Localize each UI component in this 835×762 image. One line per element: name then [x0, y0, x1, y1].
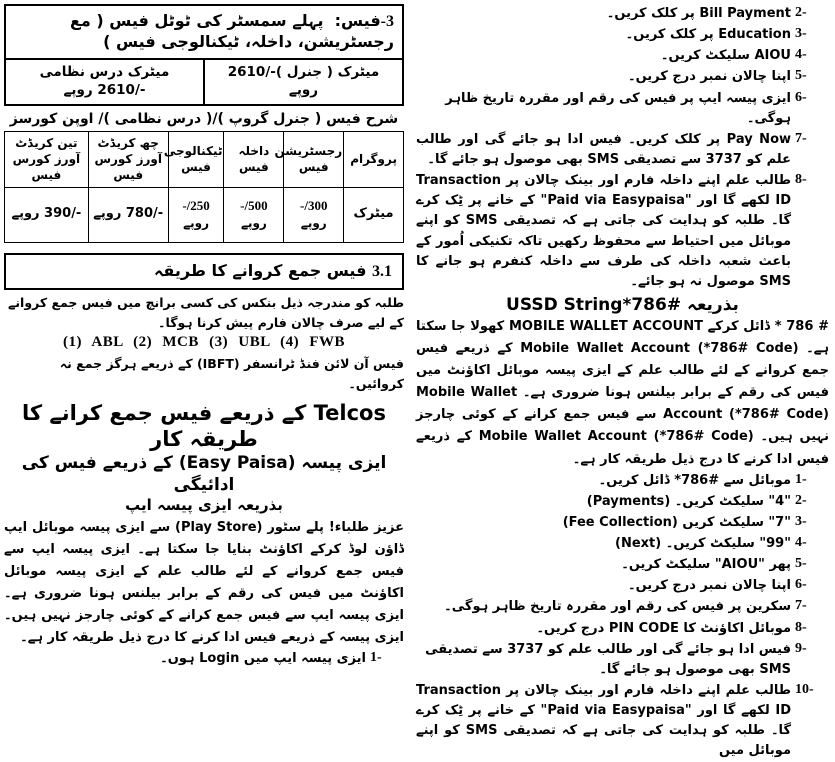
fee-header-number: 3- — [380, 13, 394, 30]
list-item — [416, 513, 829, 533]
step-index: 4- — [795, 535, 807, 551]
step-text: ایزی پیسہ ایپ پر فیس کی رقم اور مقررہ تاریخ ظاہر ہوگی۔ — [445, 90, 791, 126]
ibft-note: فیس آن لائن فنڈ ٹرانسفر (IBFT) کے ذریعے ہرگز جمع نہ کروائیں۔ — [59, 355, 404, 391]
step-index: 1- — [370, 650, 382, 666]
step-index: 3- — [795, 26, 807, 42]
fee-table-header-row — [5, 132, 404, 188]
step-text: پھر "AIOU" سلیکٹ کریں۔ — [621, 557, 791, 573]
cell-program: میٹرک — [344, 187, 404, 242]
fee-amount-darsnizami: میٹرک درس نظامی -/2610 روپے — [6, 60, 205, 104]
easypaisa-paragraph: عزیز طلباء! پلے سٹور (Play Store) سے ایزی پیسہ موبائل ایپ ڈاؤن لوڈ کرکے اکاؤنٹ بنایا جا سکتا ہے۔ ایزی پیسہ ایپ سے فیس جمع کروانے کے لئے طالب علم کے ایزی پیسہ موبائل اکاؤنٹ میں فیس کی رقم کے برابر بیلنس ہونا ضروری ہے۔ ایزی پیسہ ایپ سے فیس جمع کرانے کے کوئی چارجز نہیں ہیں۔ ایزی پیسہ کے ذریعے فیس ادا کرنے کا درج ذیل طریقہ کار ہے۔ — [4, 519, 405, 646]
registration-unit: روپے — [300, 216, 327, 231]
step-text: "7" سلیکٹ کریں (Fee Collection) — [562, 514, 791, 530]
right-column — [0, 0, 410, 667]
step-index: 1- — [795, 471, 807, 487]
step-index: 7- — [795, 130, 807, 146]
col-six-credit-fee: چھ کریڈٹ آورز کورس فیس — [88, 132, 168, 188]
admission-unit: روپے — [240, 216, 267, 231]
col-registration-fee: رجسٹریشن فیس — [284, 132, 344, 188]
step-index: 9- — [795, 640, 807, 656]
list-item — [416, 619, 829, 639]
list-item — [416, 89, 829, 129]
left-column — [410, 0, 835, 759]
cell-registration-fee — [284, 187, 344, 242]
fee-header-label: فیس: — [334, 11, 381, 30]
step-text: اپنا چالان نمبر درج کریں۔ — [627, 69, 791, 85]
list-item — [416, 681, 829, 762]
fee-header-box — [4, 4, 404, 60]
list-item — [416, 67, 829, 87]
method-header-text: فیس جمع کروانے کا طریقہ — [154, 260, 367, 280]
list-item — [416, 25, 829, 45]
fee-table — [4, 131, 404, 243]
step-index: 3- — [795, 513, 807, 529]
step-index: 8- — [795, 619, 807, 635]
list-item — [416, 4, 829, 24]
step-text: "4" سلیکٹ کریں۔ (Payments) — [586, 493, 791, 509]
registration-amount: 300/- — [300, 197, 328, 213]
cell-six-credit-fee: -/780 روپے — [88, 187, 168, 242]
list-item — [416, 640, 829, 680]
technology-amount: 250/- — [182, 197, 210, 213]
fee-header-text: پہلے سمسٹر کی ٹوٹل فیس ( مع رجسٹریشن، داخلہ، ٹیکنالوجی فیس ) — [69, 11, 394, 51]
method-paragraph: طلبہ کو مندرجہ ذیل بنکس کی کسی برانچ میں فیس جمع کروانے کے لیے صرف چالان فارم پیش کرنا ہوگا۔ — [8, 294, 404, 330]
step-text: اپنا چالان نمبر درج کریں۔ — [627, 578, 791, 594]
telcos-heading: Telcos کے ذریعے فیس جمع کرانے کا طریقہ کار — [22, 400, 386, 451]
step-index: 5- — [795, 68, 807, 84]
step-text: سکرین پر فیس کی رقم اور مقررہ تاریخ ظاہر ہوگی۔ — [444, 599, 791, 615]
ussd-paragraph: # 786 * ڈائل کرکے MOBILE WALLET ACCOUNT کھولا جا سکتا ہے۔ Mobile Wallet Account (*786# Code) کے ذریعے فیس جمع کروانے کے لئے طالب علم کے ایزی پیسہ موبائل اکاؤنٹ میں فیس کی رقم کے برابر بیلنس ہونا ضروری ہے۔ Mobile Wallet Account (*786# Code) سے فیس جمع کرانے کے کوئی چارجز نہیں ہیں۔ Mobile Wallet Account (*786# Code) کے ذریعے فیس ادا کرنے کا درج ذیل طریقہ کار ہے۔ — [416, 318, 829, 467]
step-text: طالب علم اپنے داخلہ فارم اور بینک چالان پر Transaction ID لکھے گا اور "Paid via Easypaisa" کے خانے پر ٹِک کرے گا۔ طلبہ کو ہدایت کی جاتی ہے کہ تصدیقی SMS کو اپنے موبائل میں — [416, 683, 792, 759]
col-admission-fee: داخلہ فیس — [224, 132, 284, 188]
col-program: پروگرام — [344, 132, 404, 188]
col-technology-fee: ٹیکنالوجی فیس — [168, 132, 224, 188]
list-item — [416, 534, 829, 554]
list-item — [416, 597, 829, 617]
app-steps-list — [416, 4, 829, 292]
step-text: "99" سلیکٹ کریں۔ (Next) — [615, 536, 791, 552]
method-header-number: 3.1 — [372, 262, 392, 280]
step-index: 6- — [795, 577, 807, 593]
banks-list: (1) ABL (2) MCB (3) UBL (4) FWB — [62, 333, 346, 350]
step-text: فیس ادا ہو جائے گی اور طالب علم کو 3737 سے تصدیقی SMS بھی موصول ہو جائے گا۔ — [425, 641, 791, 677]
admission-amount: 500/- — [240, 197, 268, 213]
step-text: Education پر کلک کریں۔ — [625, 27, 791, 43]
list-item — [416, 471, 829, 491]
fee-amount-general: میٹرک ( جنرل )-/2610 روپے — [227, 64, 380, 98]
ussd-steps-list — [416, 471, 829, 762]
cell-admission-fee — [224, 187, 284, 242]
easypaisa-heading: ایزی پیسہ (Easy Paisa) کے ذریعے فیس کی ادائیگی — [21, 453, 387, 496]
list-item — [4, 649, 404, 669]
cell-three-credit-fee: -/390 روپے — [5, 187, 89, 242]
table-row — [5, 187, 404, 242]
step-index: 6- — [795, 89, 807, 105]
step-text: Bill Payment پر کلک کریں۔ — [606, 6, 791, 21]
list-item — [416, 492, 829, 512]
step-index: 2- — [795, 492, 807, 508]
easypaisa-app-heading: بذریعہ ایزی پیسہ ایپ — [125, 496, 283, 515]
step-index: 7- — [795, 598, 807, 614]
fee-amount-row — [4, 60, 404, 106]
step-text: موبائل اکاؤنٹ کا PIN CODE درج کریں۔ — [536, 620, 791, 636]
step-index: 8- — [795, 172, 807, 188]
col-three-credit-fee: تین کریڈٹ آورز کورس فیس — [5, 132, 89, 188]
list-item — [416, 555, 829, 575]
list-item — [416, 576, 829, 596]
step-index: 2- — [795, 5, 807, 20]
easypaisa-steps-list — [4, 649, 404, 669]
list-item — [416, 130, 829, 170]
step-text: AIOU سلیکٹ کریں۔ — [660, 48, 791, 64]
rate-caption: شرح فیس ( جنرل گروپ )/( درس نظامی )/ اوپن کورسز — [9, 111, 399, 128]
list-item — [416, 171, 829, 292]
method-header-box — [4, 253, 404, 290]
ussd-heading: بذریعہ USSD String*786# — [506, 294, 739, 315]
step-text: طالب علم اپنے داخلہ فارم اور بینک چالان پر Transaction ID لکھے گا اور "Paid via Easypaisa" کے خانے پر ٹِک کرے گا۔ طلبہ کو ہدایت کی جاتی ہے کہ تصدیقی SMS کو اپنے موبائل میں احتیاط سے محفوظ رکھیں تاکہ تکنیکی اُمور کے باعث شعبہ داخلہ کی طرف سے داخلہ کنفرم ہو جانے کا SMS موصول نہ ہو جائے۔ — [416, 173, 792, 289]
step-text: Pay Now پر کلک کریں۔ فیس ادا ہو جائے گی اور طالب علم کو 3737 سے تصدیقی SMS بھی موصول ہو جائے گا۔ — [416, 131, 792, 167]
step-index: 5- — [795, 556, 807, 572]
step-text: ایزی پیسہ ایپ میں Login ہوں۔ — [160, 651, 366, 667]
step-text: موبائل سے #786* ڈائل کریں۔ — [598, 472, 791, 488]
step-index: 4- — [795, 47, 807, 63]
list-item — [416, 46, 829, 66]
step-index: 10- — [795, 682, 814, 698]
cell-technology-fee — [168, 187, 224, 242]
technology-unit: روپے — [183, 216, 209, 231]
